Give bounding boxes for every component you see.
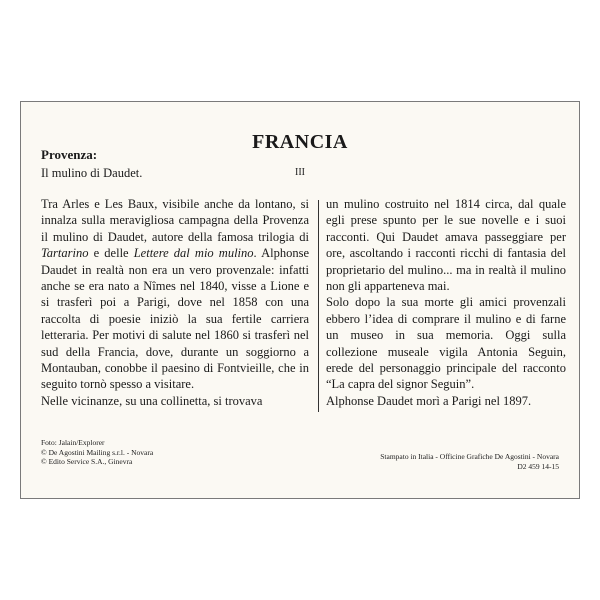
- column-divider: [318, 200, 319, 412]
- book-title-lettere: Lettere dal mio mulino: [133, 246, 254, 261]
- left-text-column: [41, 196, 309, 409]
- text-run: e delle: [88, 246, 134, 261]
- credit-line: Foto: Jalain/Explorer: [41, 438, 105, 447]
- card-subtitle: Il mulino di Daudet.: [41, 166, 143, 180]
- book-title-tartarino: Tartarino: [41, 246, 89, 261]
- right-text-column: [326, 196, 566, 409]
- product-code: D2 459 14-15: [517, 461, 559, 471]
- region-label: Provenza:: [41, 147, 98, 162]
- printer-info: [380, 452, 559, 471]
- paragraph-morte: Alphonse Daudet morì a Parigi nel 1897.: [326, 393, 532, 408]
- page-title: FRANCIA: [252, 131, 348, 153]
- printer-line: Stampato in Italia - Officine Grafiche De Agostini - Novara: [380, 452, 559, 461]
- paragraph-vicinanze: Nelle vicinanze, su una collinetta, si trovava: [41, 393, 263, 408]
- photo-credits: [41, 438, 153, 467]
- card-number: III: [295, 167, 305, 178]
- text-run: . Alphonse Daudet in realtà non era un vero provenzale: infatti anche se era nato a Nîmes nel 1840, visse a Lione e si trasferì poi a Parigi, dove nel 1858 con una raccolta di poesie iniziò la sua fertile carriera letteraria. Per motivi di salute nel 1860 si trasferì nel sud della Francia, dove, durante un soggiorno a Montauban, conobbe il paesino di Fontvieille, che in seguito tornò spesso a visitare.: [41, 246, 310, 392]
- paragraph-intro: [41, 196, 309, 393]
- info-card: [20, 101, 580, 499]
- credit-line: © De Agostini Mailing s.r.l. - Novara: [41, 447, 154, 457]
- paragraph-mulino: un mulino costruito nel 1814 circa, dal quale egli prese spunto per le sue novelle e i suoi racconti. Qui Daudet amava passeggiare per ore, ascoltando i racconti ricchi di fantasia del proprietario del mulino... ma in realtà il mulino non gli apparteneva mai.: [326, 197, 566, 294]
- text-run: Tra Arles e Les Baux, visibile anche da lontano, si innalza sulla meravigliosa campagna della Provenza il mulino di Daudet, autore della famosa trilogia di: [41, 197, 309, 244]
- paragraph-museo: Solo dopo la sua morte gli amici provenzali ebbero l’idea di comprare il mulino e di farne un museo in sua memoria. Oggi sulla collezione museale vigila Antonia Seguin, erede del personaggio principale del racconto “La capra del signor Seguin”.: [326, 295, 566, 392]
- credit-line: © Edito Service S.A., Ginevra: [41, 457, 133, 466]
